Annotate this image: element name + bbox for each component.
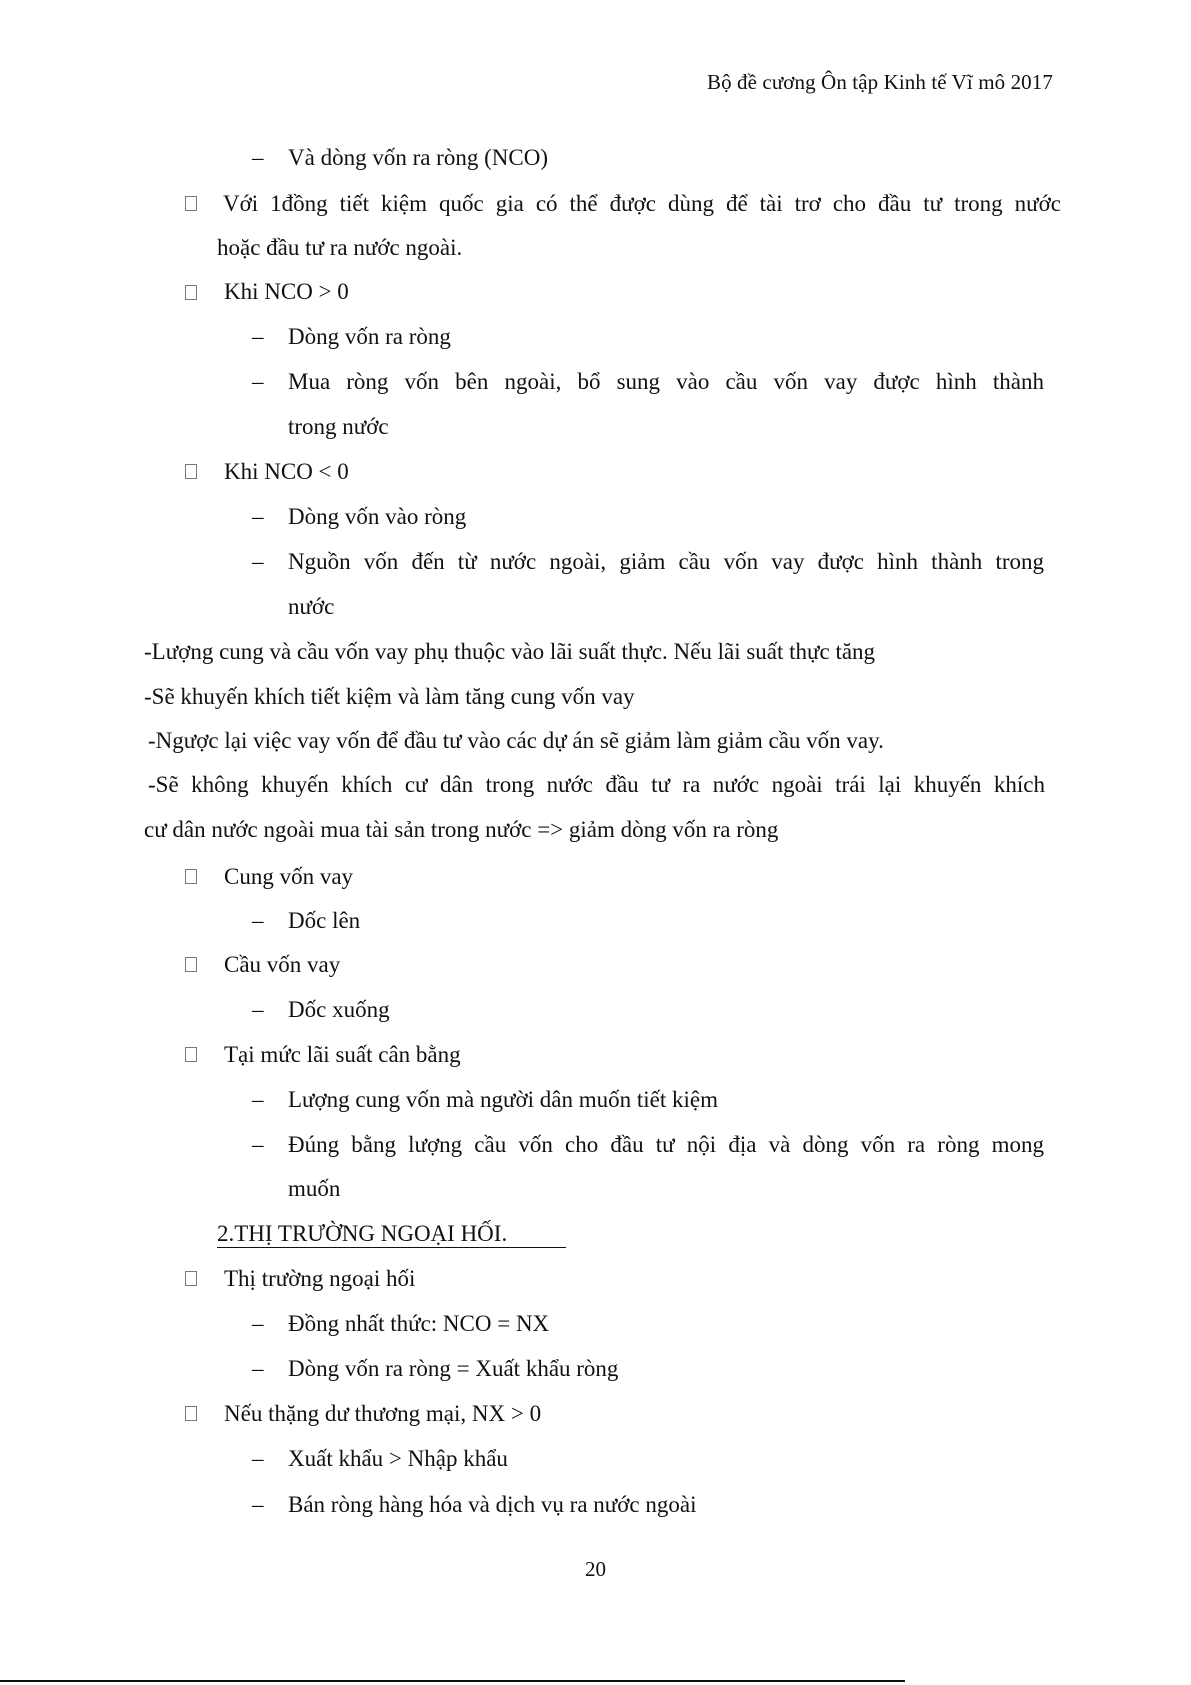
dash-bullet: – (252, 1356, 264, 1381)
list-item: Nguồn vốn đến từ nước ngoài, giảm cầu vốn vay được hình thành trong (288, 549, 1044, 574)
list-item: Thị trường ngoại hối (224, 1266, 416, 1291)
dash-bullet: – (252, 1311, 264, 1336)
list-item-continuation: trong nước (288, 414, 389, 439)
paragraph-line: cư dân nước ngoài mua tài sản trong nước => giảm dòng vốn ra ròng (144, 817, 779, 842)
list-item: Dốc lên (288, 908, 361, 933)
list-item: Khi NCO > 0 (224, 279, 349, 304)
list-item: Nếu thặng dư thương mại, NX > 0 (224, 1401, 542, 1426)
list-item: Xuất khẩu > Nhập khẩu (288, 1446, 508, 1471)
dash-bullet: – (252, 1492, 264, 1517)
list-item: Dòng vốn vào ròng (288, 504, 467, 529)
dash-bullet: – (252, 908, 264, 933)
list-item: Với 1đồng tiết kiệm quốc gia có thể được dùng để tài trơ cho đầu tư trong nước (223, 191, 1061, 216)
dash-bullet: – (252, 504, 264, 529)
dash-bullet: – (252, 549, 264, 574)
square-bullet-icon (185, 1271, 197, 1286)
section-heading: 2.THỊ TRƯỜNG NGOẠI HỐI. (217, 1221, 508, 1246)
square-bullet-icon (185, 464, 197, 479)
list-item: Lượng cung vốn mà người dân muốn tiết kiệm (288, 1087, 718, 1112)
list-item-continuation: muốn (288, 1176, 341, 1201)
list-item: Khi NCO < 0 (224, 459, 349, 484)
paragraph-line: -Ngược lại việc vay vốn để đầu tư vào các dự án sẽ giảm làm giảm cầu vốn vay. (148, 728, 884, 753)
page-number: 20 (585, 1557, 606, 1581)
square-bullet-icon (185, 1406, 197, 1421)
dash-bullet: – (252, 145, 264, 170)
list-item: Bán ròng hàng hóa và dịch vụ ra nước ngoài (288, 1492, 697, 1517)
list-item: Dòng vốn ra ròng = Xuất khẩu ròng (288, 1356, 619, 1381)
square-bullet-icon (185, 196, 197, 211)
list-item: Và dòng vốn ra ròng (NCO) (288, 145, 548, 170)
list-item: Cung vốn vay (224, 864, 354, 889)
dash-bullet: – (252, 1446, 264, 1471)
heading-underline (217, 1247, 566, 1248)
footer-rule (0, 1680, 905, 1682)
list-item: Tại mức lãi suất cân bằng (224, 1042, 461, 1067)
list-item: Cầu vốn vay (224, 952, 341, 977)
dash-bullet: – (252, 324, 264, 349)
dash-bullet: – (252, 1132, 264, 1157)
list-item: Đúng bằng lượng cầu vốn cho đầu tư nội địa và dòng vốn ra ròng mong (288, 1132, 1044, 1157)
list-item: Dòng vốn ra ròng (288, 324, 451, 349)
paragraph-line: -Sẽ không khuyến khích cư dân trong nước đầu tư ra nước ngoài trái lại khuyến khích (148, 772, 1045, 797)
dash-bullet: – (252, 997, 264, 1022)
dash-bullet: – (252, 1087, 264, 1112)
paragraph-line: -Lượng cung và cầu vốn vay phụ thuộc vào lãi suất thực. Nếu lãi suất thực tăng (144, 639, 876, 664)
square-bullet-icon (185, 869, 197, 884)
square-bullet-icon (185, 957, 197, 972)
list-item: Dốc xuống (288, 997, 390, 1022)
paragraph-line: -Sẽ khuyến khích tiết kiệm và làm tăng cung vốn vay (144, 684, 635, 709)
page-header-title: Bộ đề cương Ôn tập Kinh tế Vĩ mô 2017 (706, 70, 1053, 94)
list-item: Đồng nhất thức: NCO = NX (288, 1311, 550, 1336)
list-item-continuation: nước (288, 594, 335, 619)
square-bullet-icon (185, 1047, 197, 1062)
dash-bullet: – (252, 369, 264, 394)
list-item-continuation: hoặc đầu tư ra nước ngoài. (217, 235, 463, 260)
list-item: Mua ròng vốn bên ngoài, bổ sung vào cầu vốn vay được hình thành (288, 369, 1044, 394)
square-bullet-icon (185, 285, 197, 300)
